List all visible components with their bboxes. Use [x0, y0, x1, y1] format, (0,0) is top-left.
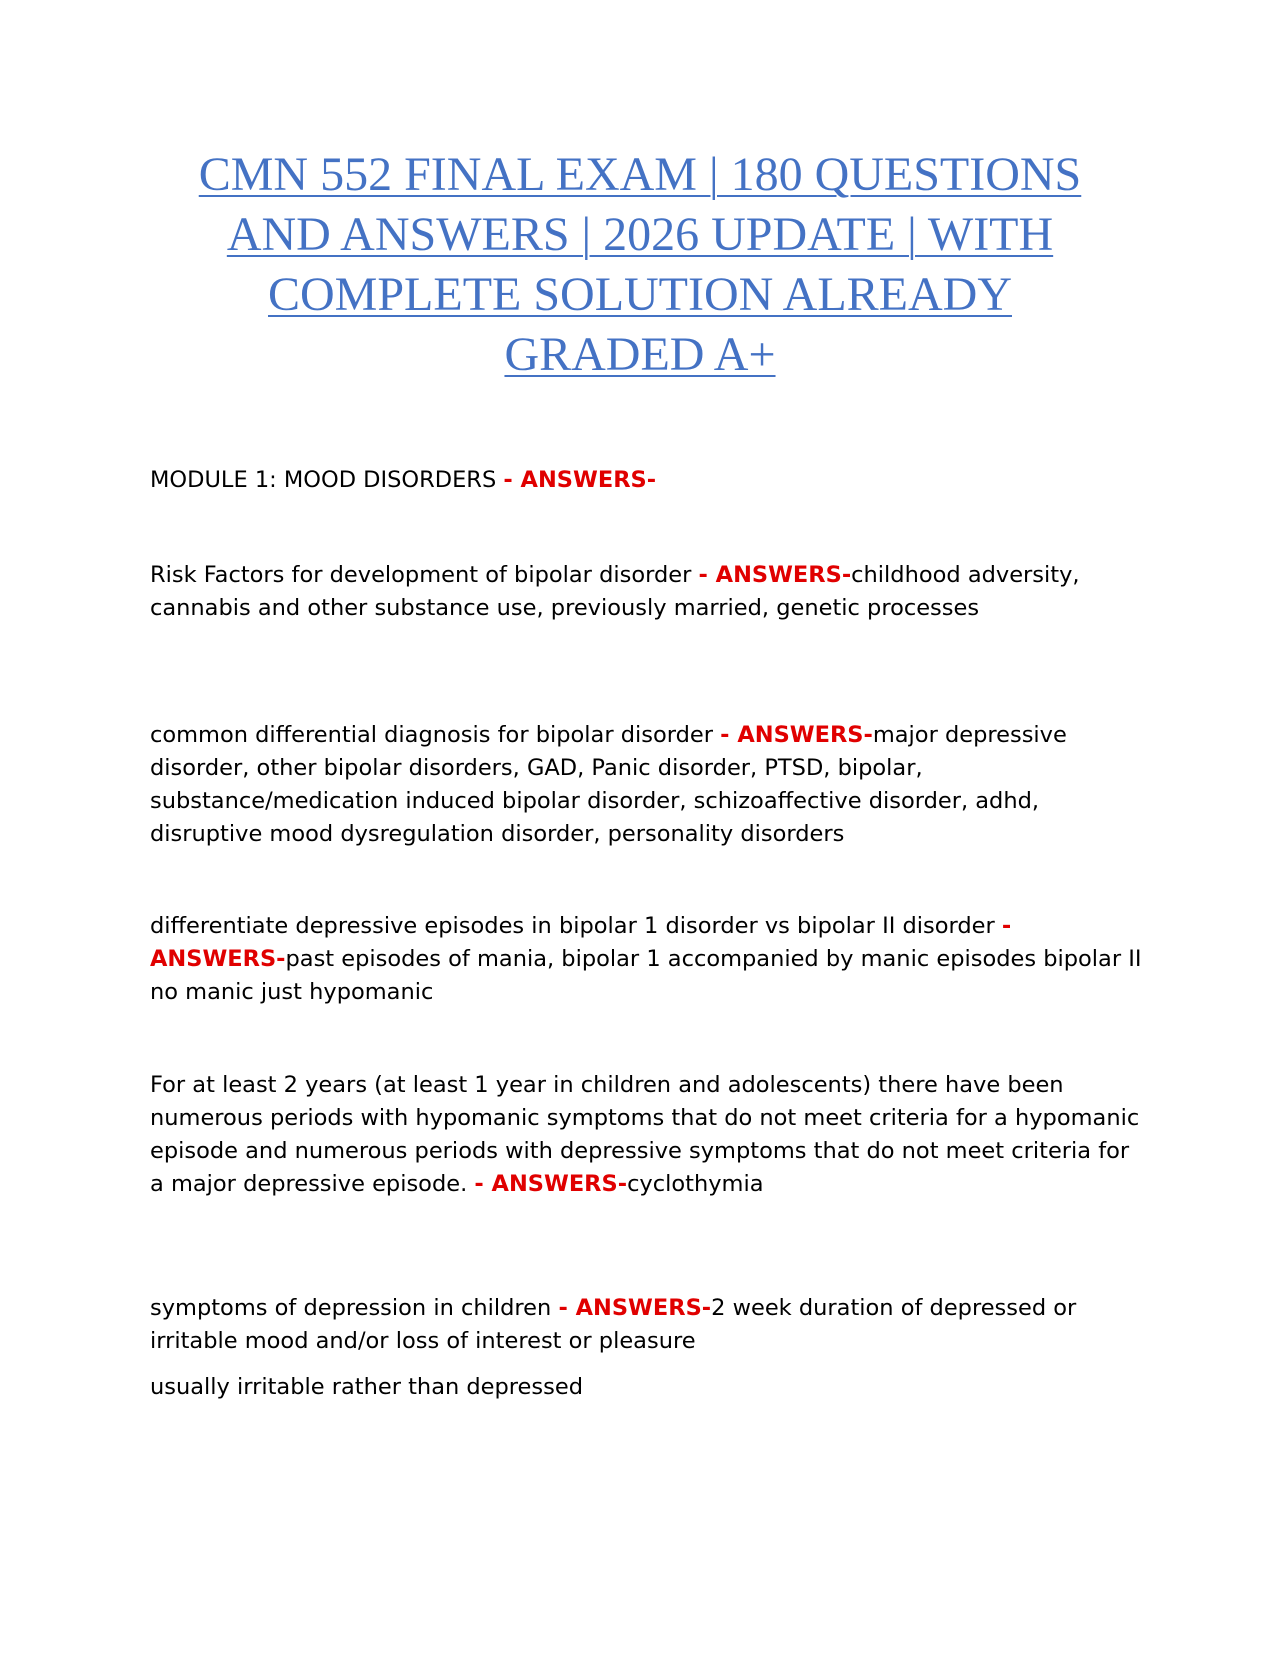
- qa-item: [150, 559, 1150, 625]
- answer-text: past episodes of mania, bipolar 1 accompanied by manic episodes bipolar II no manic just hypomanic: [150, 946, 1142, 1005]
- answer-text: childhood adversity, cannabis and other substance use, previously married, genetic processes: [150, 562, 1080, 621]
- title-line: AND ANSWERS | 2026 UPDATE | WITH: [226, 208, 1054, 261]
- question-text: symptoms of depression in children: [150, 1295, 559, 1321]
- title-line: GRADED A+: [504, 328, 776, 381]
- title-line: CMN 552 FINAL EXAM | 180 QUESTIONS: [198, 148, 1082, 201]
- answer-marker: - ANSWERS-: [150, 913, 1012, 972]
- answer-text: major depressive disorder, other bipolar disorders, GAD, Panic disorder, PTSD, bipolar, substance/medication induced bipolar disorder, schizoaffective disorder, adhd, disruptive mood dysregulation disorder, personality disorders: [150, 722, 1067, 847]
- answer-marker: - ANSWERS-: [698, 562, 852, 588]
- module-heading: [150, 464, 1150, 497]
- question-text: common differential diagnosis for bipolar disorder: [150, 722, 721, 748]
- trailing-line: usually irritable rather than depressed: [150, 1374, 583, 1400]
- question-text: For at least 2 years (at least 1 year in children and adolescents) there have been numerous periods with hypomanic symptoms that do not meet criteria for a hypomanic episode and numerous periods with depressive symptoms that do not meet criteria for a major depressive episode.: [150, 1072, 1140, 1197]
- answer-marker: - ANSWERS-: [474, 1171, 628, 1197]
- qa-item: [150, 719, 1150, 851]
- answer-marker: - ANSWERS-: [720, 722, 873, 748]
- question-text: differentiate depressive episodes in bipolar 1 disorder vs bipolar II disorder: [150, 913, 1002, 939]
- answer-marker: - ANSWERS-: [503, 467, 657, 493]
- document-title: [150, 145, 1130, 385]
- answer-text: 2 week duration of depressed or irritable mood and/or loss of interest or pleasure: [150, 1295, 1077, 1354]
- answer-text: cyclothymia: [627, 1171, 764, 1197]
- qa-item: [150, 910, 1150, 1009]
- answer-marker: - ANSWERS-: [558, 1295, 712, 1321]
- qa-item: [150, 1069, 1150, 1201]
- title-line: COMPLETE SOLUTION ALREADY: [268, 268, 1012, 321]
- question-text: Risk Factors for development of bipolar disorder: [150, 562, 699, 588]
- module-heading-text: MODULE 1: MOOD DISORDERS: [150, 467, 504, 493]
- qa-item: [150, 1292, 1150, 1358]
